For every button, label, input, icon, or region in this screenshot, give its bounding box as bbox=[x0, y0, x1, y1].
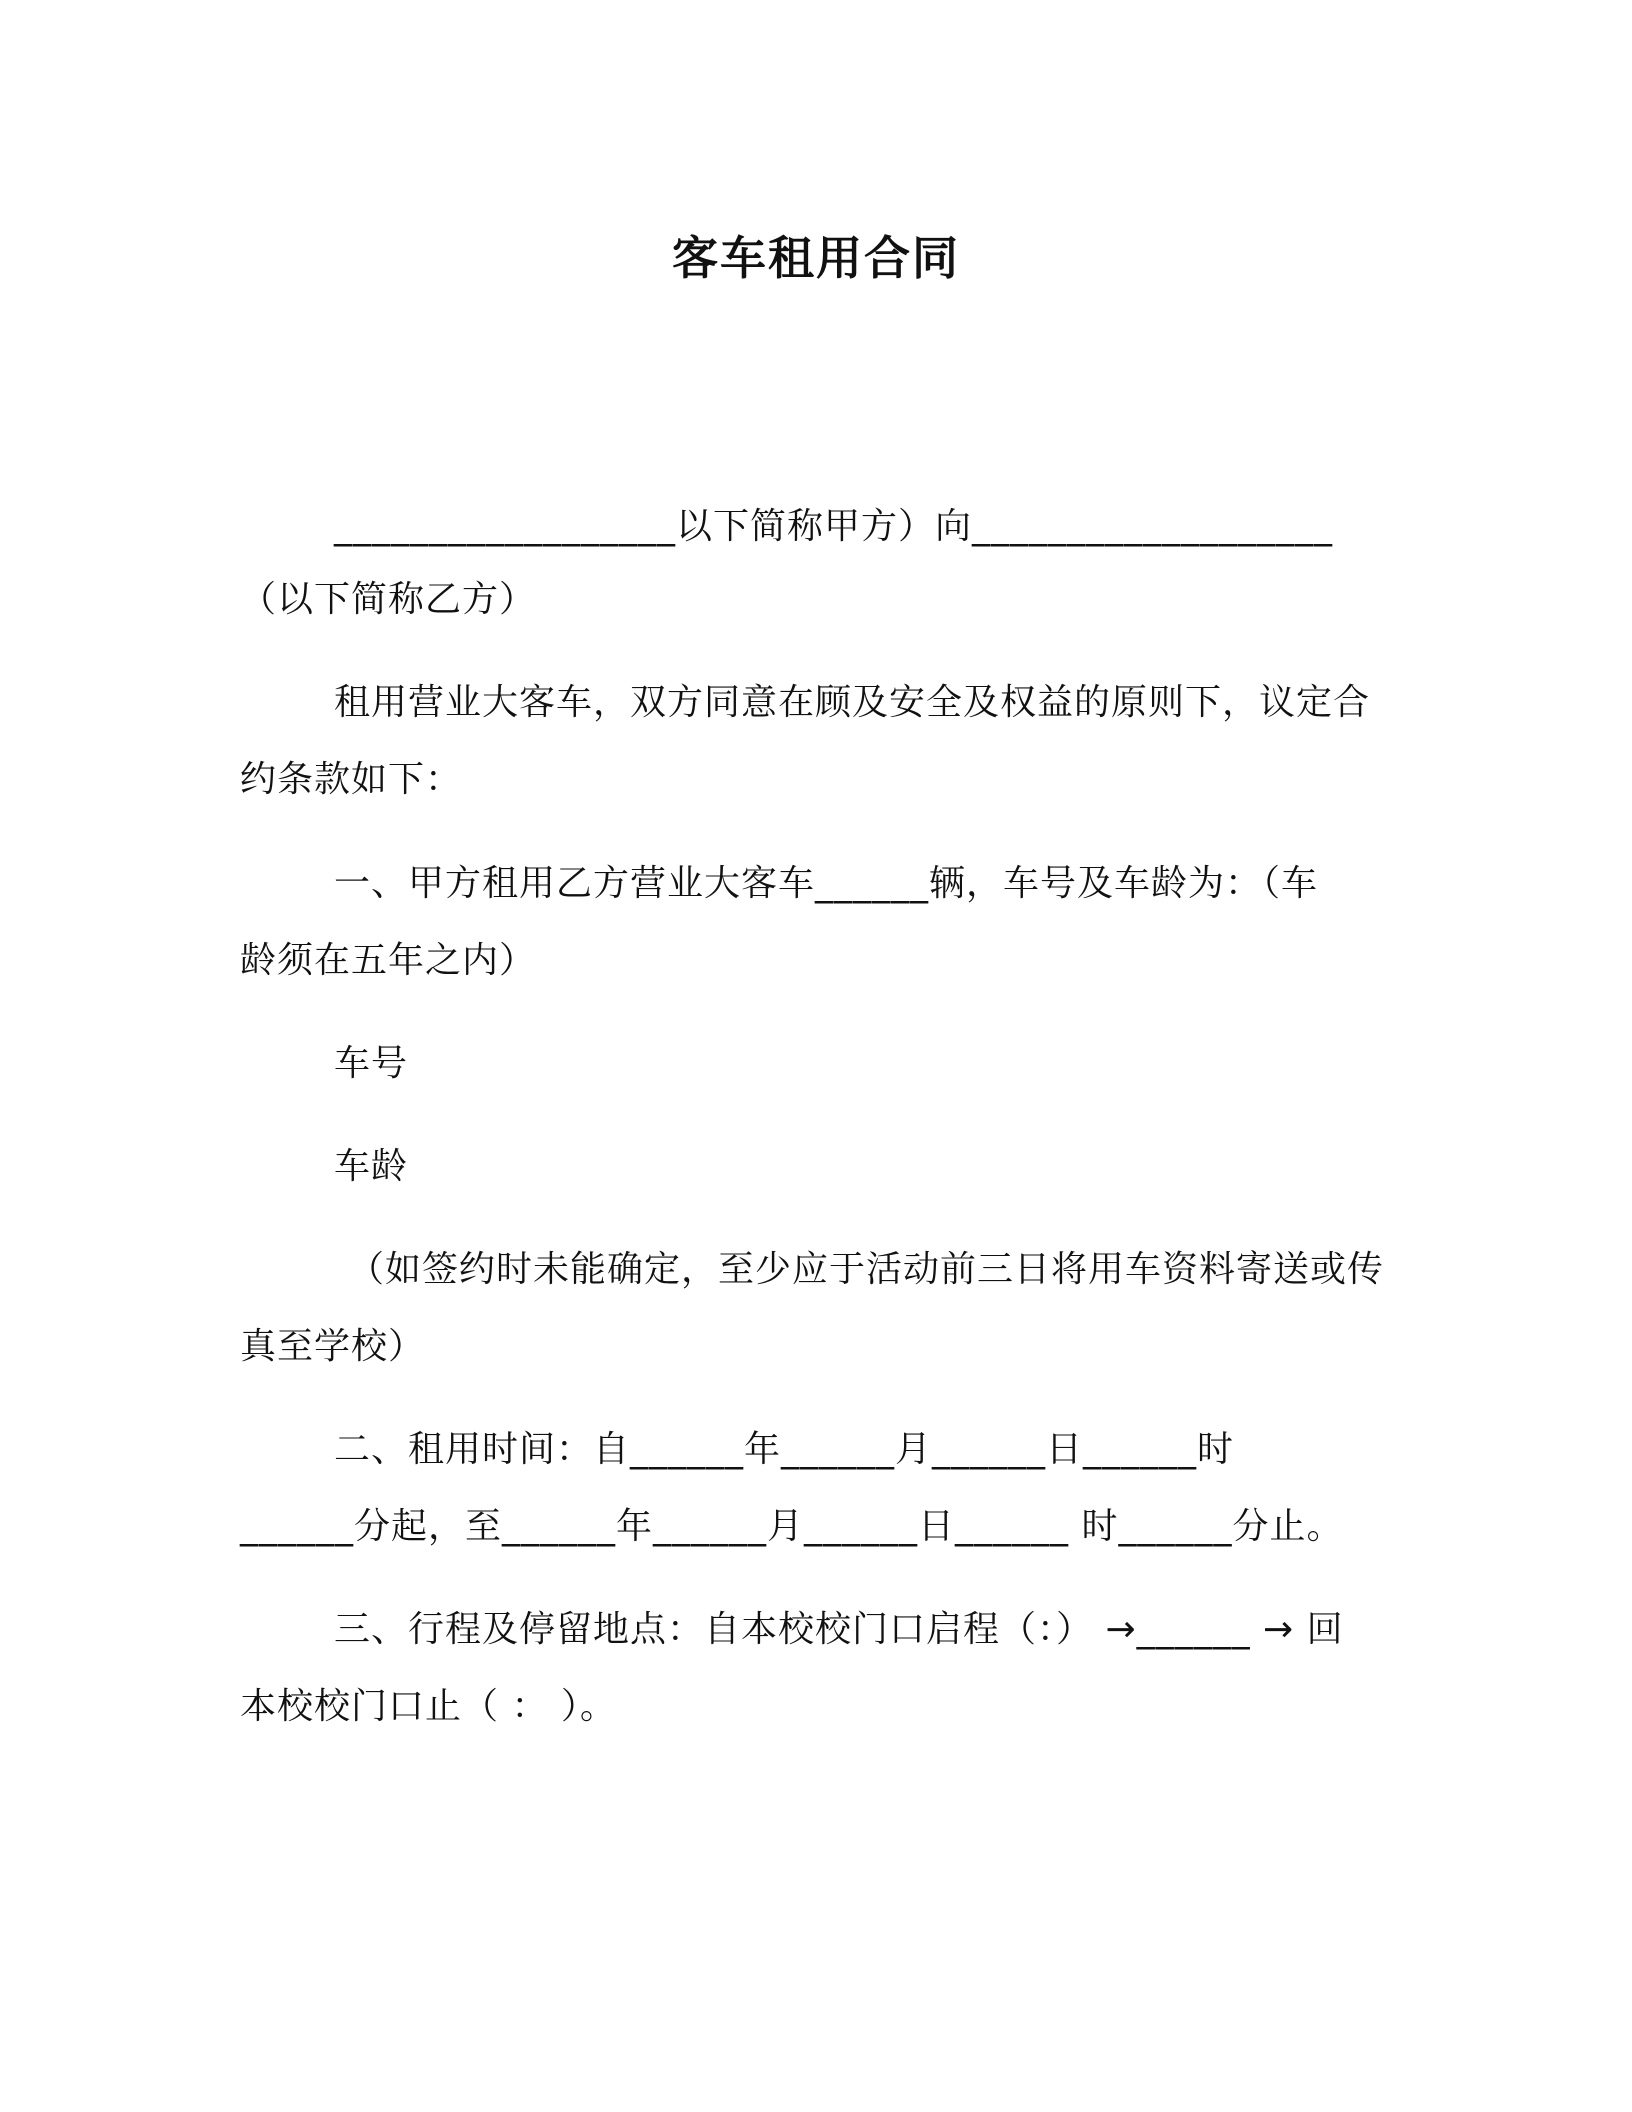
clause-1-line-2: 龄须在五年之内） bbox=[240, 940, 537, 981]
intro-line-2: 约条款如下： bbox=[240, 759, 463, 800]
clause-3-line-2: 本校校门口止（ ： ）。 bbox=[240, 1686, 617, 1727]
intro-line-1: 租用营业大客车，双方同意在顾及安全及权益的原则下，议定合 bbox=[334, 682, 1371, 723]
party-a-line: __________________以下简称甲方）向___________________ bbox=[334, 506, 1334, 547]
document-title: 客车租用合同 bbox=[672, 231, 960, 285]
clause-1-line-1: 一、甲方租用乙方营业大客车______辆，车号及车龄为：（车 bbox=[334, 863, 1319, 904]
note-line-1: （如签约时未能确定，至少应于活动前三日将用车资料寄送或传 bbox=[348, 1249, 1385, 1290]
party-b-line: （以下简称乙方） bbox=[240, 579, 537, 620]
plate-number-label: 车号 bbox=[334, 1043, 409, 1084]
clause-2-line-2: ______分起，至______年______月______日______ 时______分止。 bbox=[240, 1506, 1344, 1547]
clause-3-line-1: 三、行程及停留地点：自本校校门口启程（：） →______ → 回 bbox=[334, 1609, 1344, 1650]
vehicle-age-label: 车龄 bbox=[334, 1146, 409, 1187]
clause-2-line-1: 二、租用时间：自______年______月______日______时 bbox=[334, 1429, 1235, 1470]
note-line-2: 真至学校） bbox=[240, 1326, 426, 1367]
